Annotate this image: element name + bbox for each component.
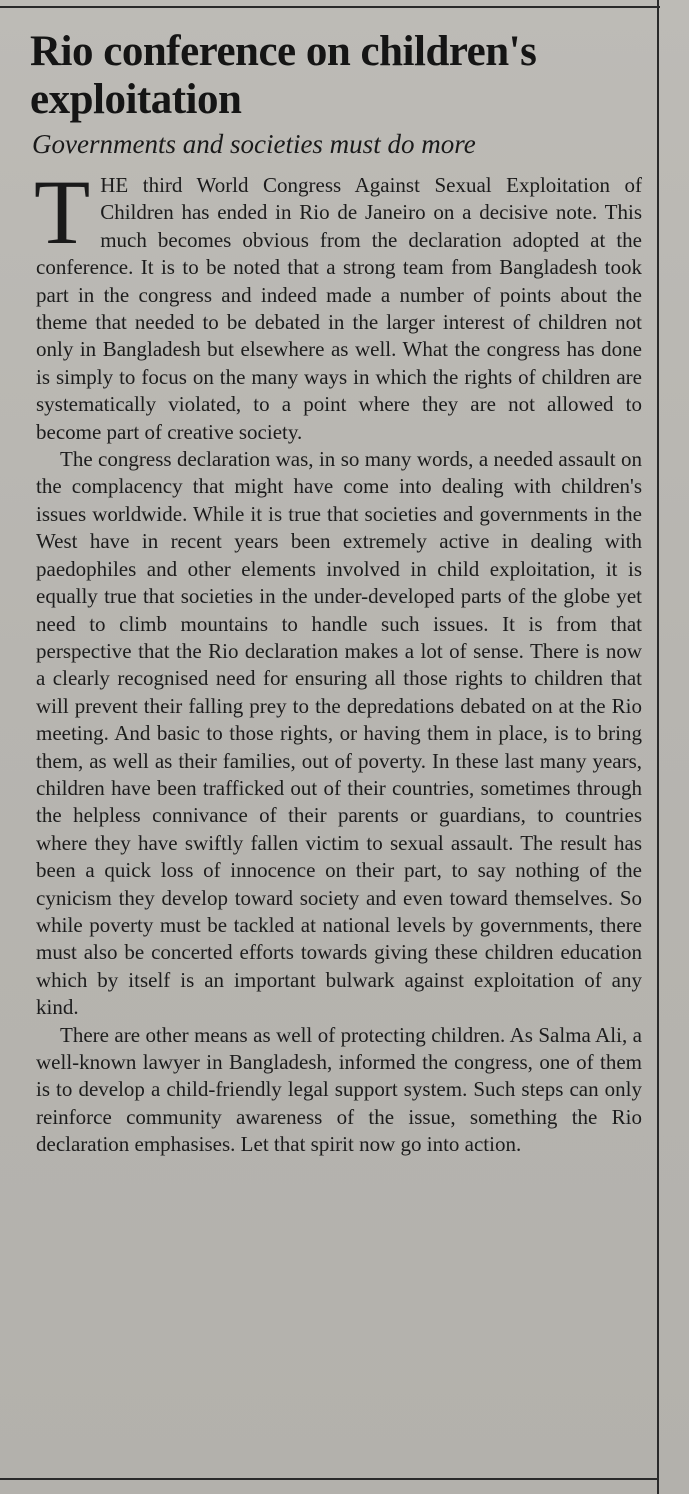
paragraph-3: There are other means as well of protecting children. As Salma Ali, a well-known lawyer in Bangladesh, informed the congress, one of them is to develop a child-friendly legal support system. Such steps can only reinforce community awareness of the issue, something the Rio declaration emphasises. Let that spirit now go into action. <box>36 1022 642 1157</box>
article-body <box>30 161 642 1159</box>
top-rule <box>0 0 660 8</box>
subheadline: Governments and societies must do more <box>32 129 476 159</box>
bottom-rule <box>0 1478 659 1480</box>
paragraph-1-text: HE third World Congress Against Sexual Exploitation of Children has ended in Rio de Janeiro on a decisive note. This much becomes obvious from the declaration adopted at the conference. It is to be noted that a strong team from Bangladesh took part in the congress and indeed made a number of points about the theme that needed to be debated in the larger interest of children not only in Bangladesh but elsewhere as well. What the congress has done is simply to focus on the many ways in which the rights of children are systematically violated, to a point where they are not allowed to become part of creative society. <box>36 173 642 444</box>
editorial-article <box>30 28 642 1159</box>
column-rule <box>657 0 659 1494</box>
headline: Rio conference on children's exploitation <box>30 28 537 123</box>
paragraph-1 <box>34 161 642 446</box>
paragraph-2: The congress declaration was, in so many words, a needed assault on the complacency that might have come into dealing with children's issues worldwide. While it is true that societies and governments in the West have in recent years been extremely active in dealing with paedophiles and other elements involved in child exploitation, it is equally true that societies in the under-developed parts of the globe yet need to climb mountains to handle such issues. It is from that perspective that the Rio declaration makes a lot of sense. There is now a clearly recognised need for ensuring all those rights to children that will prevent their falling prey to the depredations debated on at the Rio meeting. And basic to those rights, or having them in place, is to bring them, as well as their families, out of poverty. In these last many years, children have been trafficked out of their countries, sometimes through the helpless connivance of their parents or guardians, to countries where they have swiftly fallen victim to sexual assault. The result has been a quick loss of innocence on their part, to say nothing of the cynicism they develop toward society and even toward themselves. So while poverty must be tackled at national levels by governments, there must also be concerted efforts towards giving these children education which by itself is an important bulwark against exploitation of any kind. <box>36 447 642 1020</box>
drop-cap: T <box>34 161 91 263</box>
